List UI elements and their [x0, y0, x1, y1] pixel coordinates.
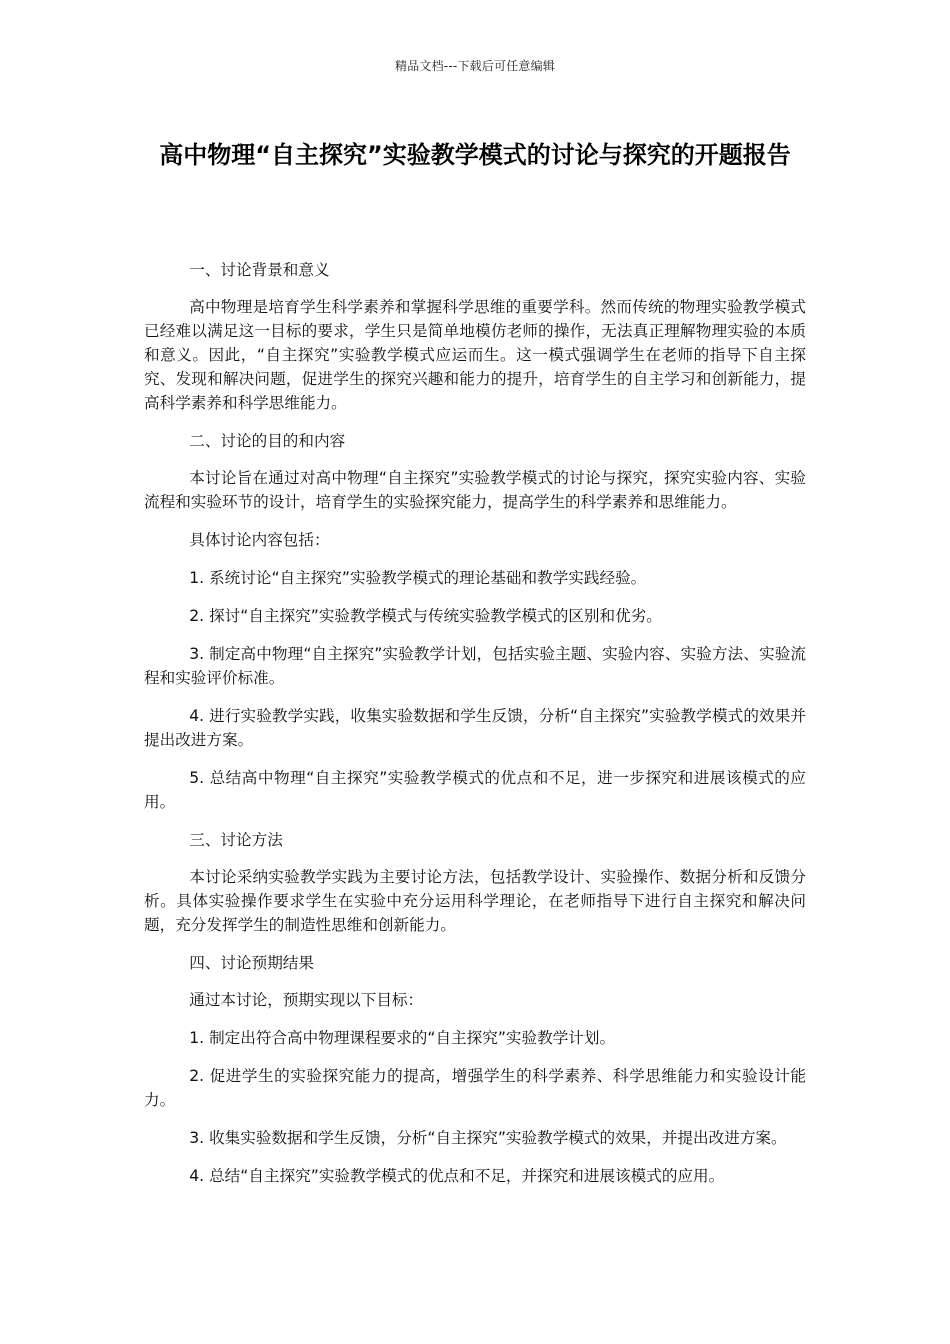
- list-item-content-3: 3. 制定高中物理“自主探究”实验教学计划，包括实验主题、实验内容、实验方法、实验流程和实验评价标准。: [144, 645, 806, 687]
- paragraph-purpose: 本讨论旨在通过对高中物理“自主探究”实验教学模式的讨论与探究，探究实验内容、实验流程和实验环节的设计，培育学生的实验探究能力，提高学生的科学素养和思维能力。: [144, 469, 806, 511]
- paragraph-method: 本讨论采纳实验教学实践为主要讨论方法，包括教学设计、实验操作、数据分析和反馈分析。具体实验操作要求学生在实验中充分运用科学理论，在老师指导下进行自主探究和解决问题，充分发挥学生的制造性思维和创新能力。: [144, 868, 806, 934]
- paragraph-results-intro: 通过本讨论，预期实现以下目标：: [189, 991, 424, 1009]
- list-item-result-4: 4. 总结“自主探究”实验教学模式的优点和不足，并探究和进展该模式的应用。: [189, 1167, 725, 1185]
- document-title: 高中物理“自主探究”实验教学模式的讨论与探究的开题报告: [159, 141, 791, 169]
- section-heading-expected-results: 四、讨论预期结果: [189, 954, 314, 972]
- paragraph-content-intro: 具体讨论内容包括：: [189, 531, 330, 549]
- list-item-content-2: 2. 探讨“自主探究”实验教学模式与传统实验教学模式的区别和优劣。: [189, 607, 662, 625]
- list-item-content-1: 1. 系统讨论“自主探究”实验教学模式的理论基础和教学实践经验。: [189, 569, 647, 587]
- document-body: [144, 258, 806, 1202]
- list-item-content-5: 5. 总结高中物理“自主探究”实验教学模式的优点和不足，进一步探究和进展该模式的应用。: [144, 769, 806, 811]
- section-heading-purpose: 二、讨论的目的和内容: [189, 432, 346, 450]
- section-heading-background: 一、讨论背景和意义: [189, 261, 330, 279]
- header-note: 精品文档---下载后可任意编辑: [395, 59, 555, 73]
- list-item-result-1: 1. 制定出符合高中物理课程要求的“自主探究”实验教学计划。: [189, 1029, 616, 1047]
- paragraph-background: 高中物理是培育学生科学素养和掌握科学思维的重要学科。然而传统的物理实验教学模式已经难以满足这一目标的要求，学生只是简单地模仿老师的操作，无法真正理解物理实验的本质和意义。因此，“自主探究”实验教学模式应运而生。这一模式强调学生在老师的指导下自主探究、发现和解决问题，促进学生的探究兴趣和能力的提升，培育学生的自主学习和创新能力，提高科学素养和科学思维能力。: [144, 298, 806, 412]
- list-item-content-4: 4. 进行实验教学实践，收集实验数据和学生反馈，分析“自主探究”实验教学模式的效果并提出改进方案。: [144, 707, 806, 749]
- list-item-result-3: 3. 收集实验数据和学生反馈，分析“自主探究”实验教学模式的效果，并提出改进方案。: [189, 1129, 787, 1147]
- section-heading-method: 三、讨论方法: [189, 831, 283, 849]
- list-item-result-2: 2. 促进学生的实验探究能力的提高，增强学生的科学素养、科学思维能力和实验设计能力。: [144, 1067, 806, 1109]
